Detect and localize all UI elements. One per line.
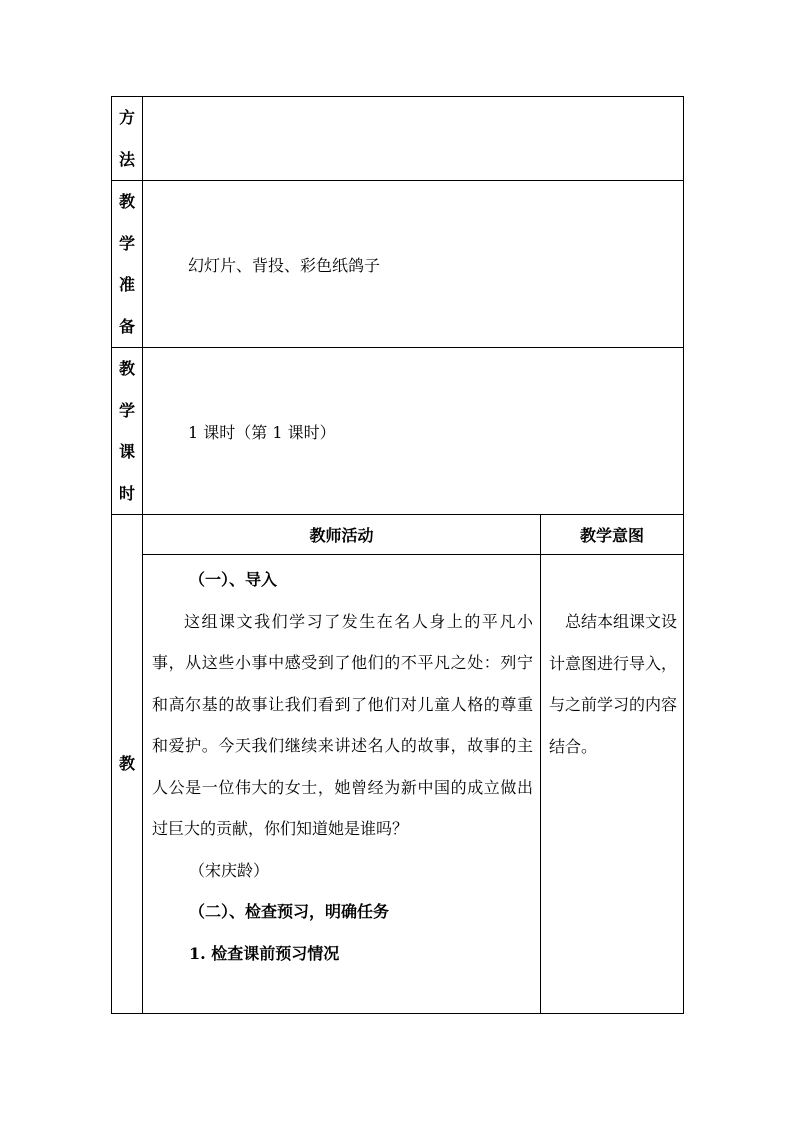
row-process-header <box>112 515 684 555</box>
answer-text: （宋庆龄） <box>189 860 270 880</box>
label-method: 方 法 <box>112 97 143 181</box>
label-prep: 教 学 准 备 <box>112 181 143 348</box>
row-prep <box>112 181 684 348</box>
lesson-plan-table <box>111 96 684 1014</box>
section-heading-preview: （二）、检查预习，明确任务 <box>189 902 390 921</box>
row-process-body <box>112 555 684 1014</box>
section-heading-intro: （一）、导入 <box>189 570 278 589</box>
label-period: 教 学 课 时 <box>112 348 143 515</box>
intro-paragraph: 这组课文我们学习了发生在名人身上的平凡小事，从这些小事中感受到了他们的不平凡之处：列宁和高尔基的故事让我们看到了他们对儿童人格的尊重和爱护。今天我们继续来讲述名人的故事，故事的主人公是一位伟大的女士，她曾经为新中国的成立做出过巨大的贡献，你们知道她是谁吗？ <box>152 611 533 838</box>
row-method <box>112 97 684 181</box>
period-content: 1 课时（第 1 课时） <box>143 348 684 515</box>
label-process: 教 <box>112 515 143 1014</box>
preview-item-1: 1. 检查课前预习情况 <box>189 943 340 963</box>
teaching-intent-header: 教学意图 <box>541 515 684 555</box>
row-period <box>112 348 684 515</box>
teaching-intent-content <box>541 555 684 1014</box>
intent-text: 总结本组课文设计意图进行导入，与之前学习的内容结合。 <box>549 612 678 756</box>
teacher-activity-header: 教师活动 <box>143 515 541 555</box>
method-content <box>143 97 684 181</box>
prep-content: 幻灯片、背投、彩色纸鸽子 <box>143 181 684 348</box>
teacher-activity-content <box>143 555 541 1014</box>
